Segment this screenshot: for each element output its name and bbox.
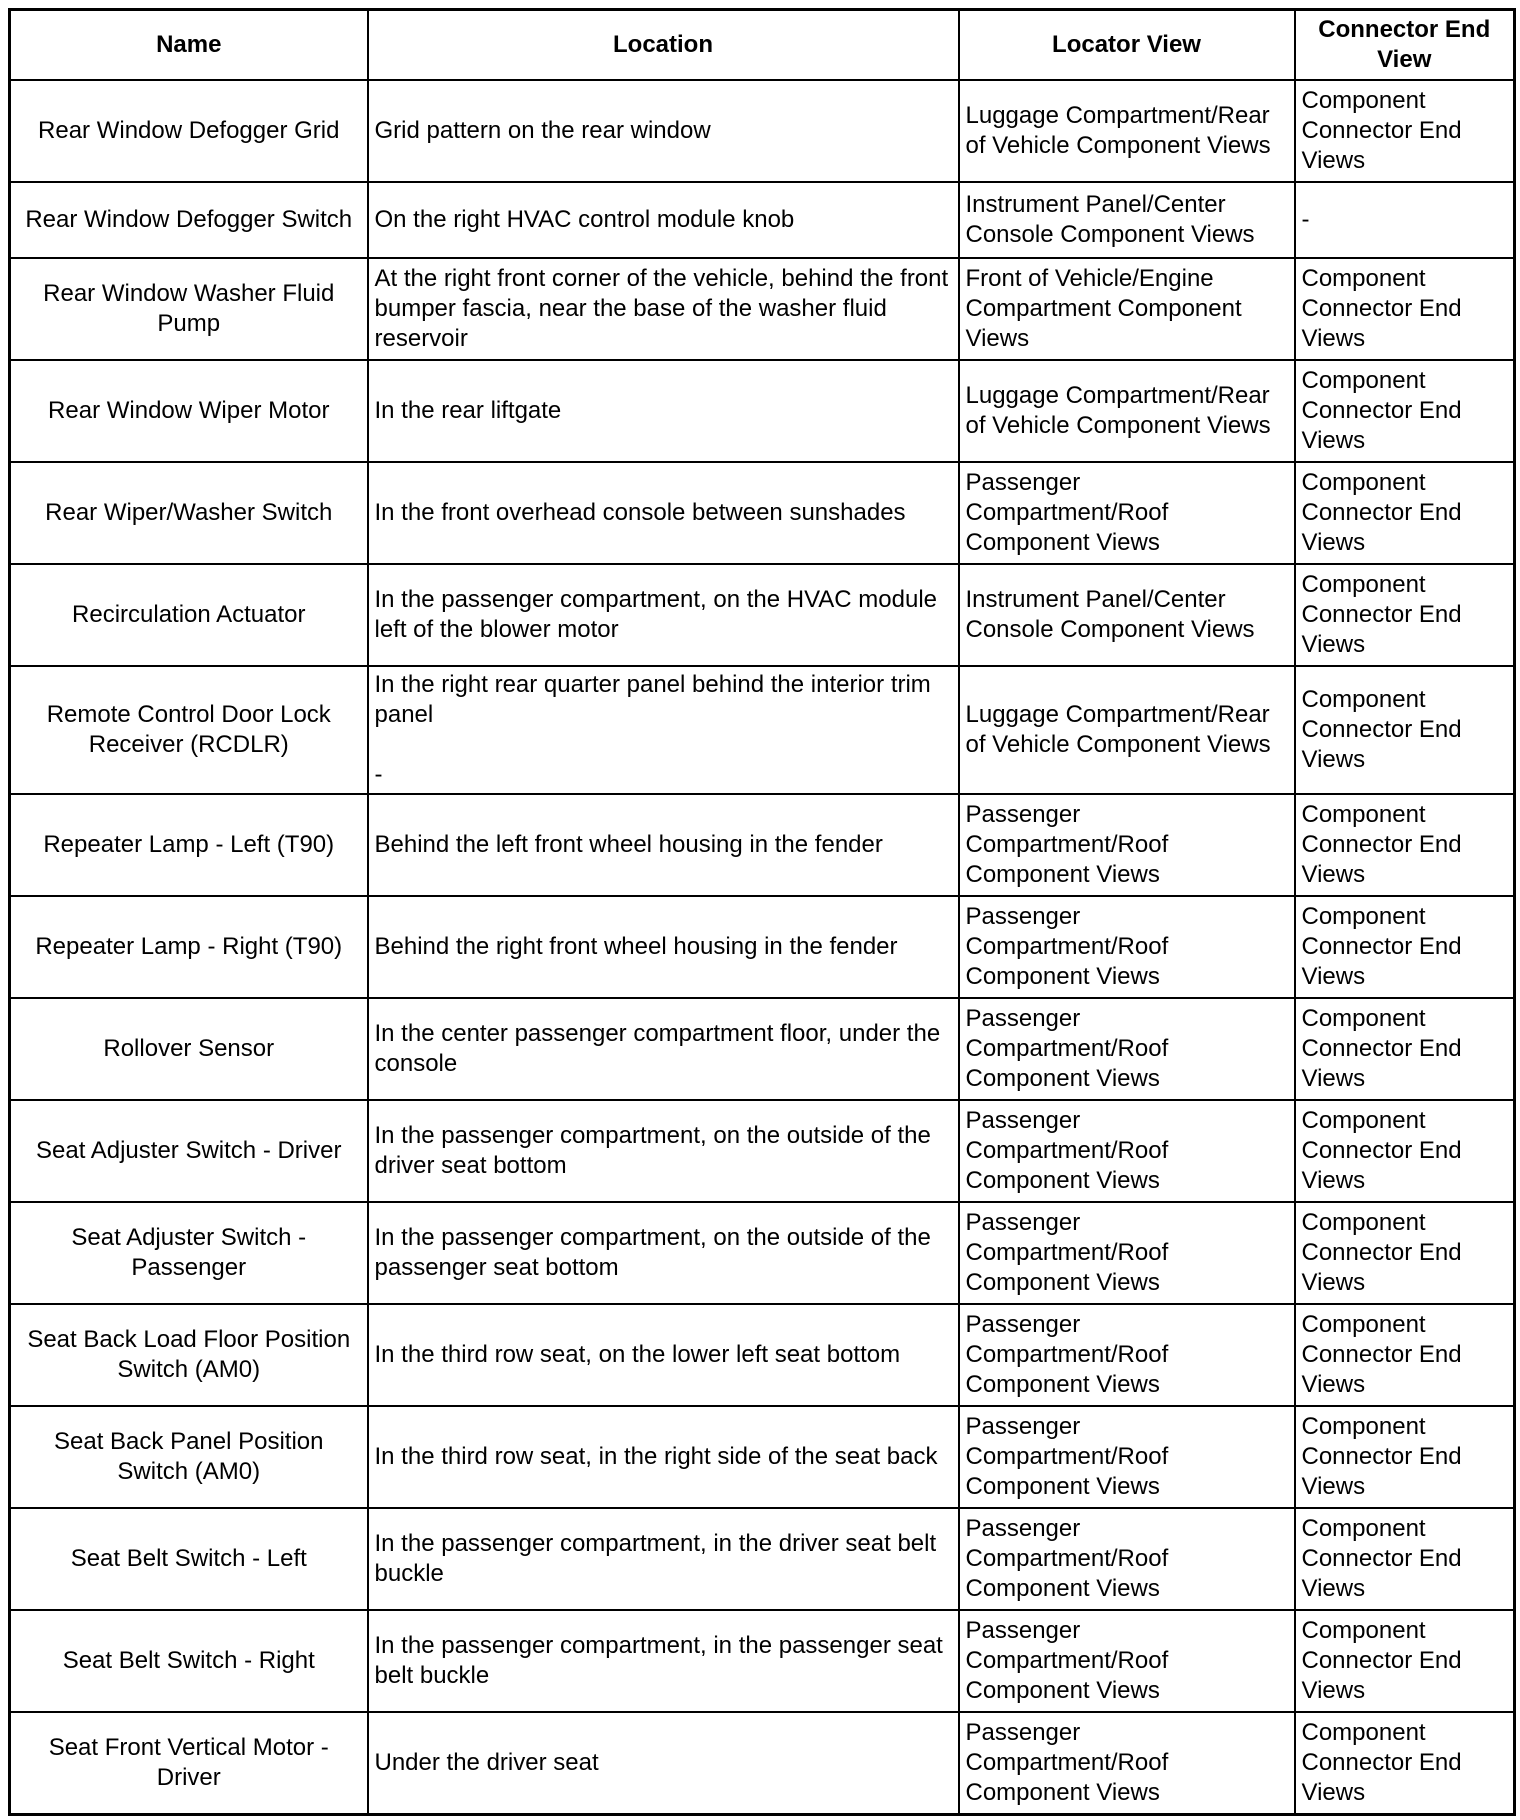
cell-location: In the passenger compartment, on the outside of the driver seat bottom	[368, 1100, 959, 1202]
table-row	[10, 998, 1515, 1100]
cell-name: Seat Back Load Floor Position Switch (AM0)	[10, 1304, 368, 1406]
cell-connector-end-view: Component Connector End Views	[1295, 258, 1515, 360]
cell-connector-end-view: Component Connector End Views	[1295, 462, 1515, 564]
cell-name: Repeater Lamp - Right (T90)	[10, 896, 368, 998]
table-row	[10, 564, 1515, 666]
cell-locator-view: Passenger Compartment/Roof Component Views	[959, 998, 1295, 1100]
table-row	[10, 1304, 1515, 1406]
cell-locator-view: Front of Vehicle/Engine Compartment Component Views	[959, 258, 1295, 360]
cell-locator-view: Passenger Compartment/Roof Component Views	[959, 462, 1295, 564]
cell-name: Rear Window Defogger Grid	[10, 80, 368, 182]
cell-location: In the center passenger compartment floor, under the console	[368, 998, 959, 1100]
header-row	[10, 10, 1515, 81]
table-body	[10, 80, 1515, 1814]
cell-connector-end-view: Component Connector End Views	[1295, 1100, 1515, 1202]
cell-location: In the rear liftgate	[368, 360, 959, 462]
cell-location: In the passenger compartment, in the passenger seat belt buckle	[368, 1610, 959, 1712]
cell-location: In the third row seat, on the lower left seat bottom	[368, 1304, 959, 1406]
cell-connector-end-view: Component Connector End Views	[1295, 998, 1515, 1100]
cell-location: Behind the left front wheel housing in the fender	[368, 794, 959, 896]
cell-name: Rear Window Washer Fluid Pump	[10, 258, 368, 360]
table-row	[10, 1100, 1515, 1202]
table-row	[10, 182, 1515, 258]
cell-connector-end-view: Component Connector End Views	[1295, 1304, 1515, 1406]
cell-locator-view: Passenger Compartment/Roof Component Views	[959, 1304, 1295, 1406]
cell-connector-end-view: Component Connector End Views	[1295, 1610, 1515, 1712]
cell-connector-end-view: Component Connector End Views	[1295, 564, 1515, 666]
cell-locator-view: Passenger Compartment/Roof Component Views	[959, 1508, 1295, 1610]
cell-locator-view: Passenger Compartment/Roof Component Views	[959, 896, 1295, 998]
cell-name: Rollover Sensor	[10, 998, 368, 1100]
cell-locator-view: Instrument Panel/Center Console Component Views	[959, 182, 1295, 258]
component-locator-table	[8, 8, 1516, 1816]
cell-connector-end-view: Component Connector End Views	[1295, 80, 1515, 182]
cell-locator-view: Luggage Compartment/Rear of Vehicle Component Views	[959, 80, 1295, 182]
cell-connector-end-view: Component Connector End Views	[1295, 896, 1515, 998]
table-row	[10, 794, 1515, 896]
table-row	[10, 1712, 1515, 1814]
cell-location: In the passenger compartment, in the driver seat belt buckle	[368, 1508, 959, 1610]
cell-connector-end-view: Component Connector End Views	[1295, 666, 1515, 794]
table-row	[10, 666, 1515, 794]
cell-locator-view: Luggage Compartment/Rear of Vehicle Component Views	[959, 666, 1295, 794]
cell-locator-view: Luggage Compartment/Rear of Vehicle Component Views	[959, 360, 1295, 462]
cell-name: Seat Adjuster Switch - Driver	[10, 1100, 368, 1202]
header-locator-view: Locator View	[959, 10, 1295, 81]
cell-connector-end-view: Component Connector End Views	[1295, 1712, 1515, 1814]
cell-name: Seat Back Panel Position Switch (AM0)	[10, 1406, 368, 1508]
cell-location: In the third row seat, in the right side of the seat back	[368, 1406, 959, 1508]
cell-name: Seat Belt Switch - Right	[10, 1610, 368, 1712]
cell-locator-view: Passenger Compartment/Roof Component Views	[959, 1202, 1295, 1304]
cell-connector-end-view: Component Connector End Views	[1295, 794, 1515, 896]
table-row	[10, 462, 1515, 564]
cell-location: Behind the right front wheel housing in the fender	[368, 896, 959, 998]
cell-locator-view: Passenger Compartment/Roof Component Views	[959, 794, 1295, 896]
table-row	[10, 1202, 1515, 1304]
cell-name: Rear Window Wiper Motor	[10, 360, 368, 462]
cell-name: Rear Window Defogger Switch	[10, 182, 368, 258]
cell-locator-view: Instrument Panel/Center Console Component Views	[959, 564, 1295, 666]
cell-connector-end-view: Component Connector End Views	[1295, 360, 1515, 462]
header-location: Location	[368, 10, 959, 81]
table-row	[10, 80, 1515, 182]
cell-connector-end-view: Component Connector End Views	[1295, 1202, 1515, 1304]
cell-location: Under the driver seat	[368, 1712, 959, 1814]
cell-location: In the passenger compartment, on the outside of the passenger seat bottom	[368, 1202, 959, 1304]
cell-locator-view: Passenger Compartment/Roof Component Views	[959, 1406, 1295, 1508]
cell-locator-view: Passenger Compartment/Roof Component Views	[959, 1100, 1295, 1202]
cell-name: Rear Wiper/Washer Switch	[10, 462, 368, 564]
cell-location: On the right HVAC control module knob	[368, 182, 959, 258]
table-row	[10, 896, 1515, 998]
cell-name: Seat Front Vertical Motor - Driver	[10, 1712, 368, 1814]
cell-location: At the right front corner of the vehicle, behind the front bumper fascia, near the base of the washer fluid reservoir	[368, 258, 959, 360]
cell-connector-end-view: Component Connector End Views	[1295, 1508, 1515, 1610]
table-row	[10, 360, 1515, 462]
cell-location: In the front overhead console between sunshades	[368, 462, 959, 564]
cell-name: Repeater Lamp - Left (T90)	[10, 794, 368, 896]
cell-location: In the passenger compartment, on the HVAC module left of the blower motor	[368, 564, 959, 666]
cell-locator-view: Passenger Compartment/Roof Component Views	[959, 1712, 1295, 1814]
cell-connector-end-view: Component Connector End Views	[1295, 1406, 1515, 1508]
cell-locator-view: Passenger Compartment/Roof Component Views	[959, 1610, 1295, 1712]
cell-connector-end-view: -	[1295, 182, 1515, 258]
header-connector-end-view: Connector End View	[1295, 10, 1515, 81]
header-name: Name	[10, 10, 368, 81]
cell-name: Remote Control Door Lock Receiver (RCDLR)	[10, 666, 368, 794]
cell-name: Recirculation Actuator	[10, 564, 368, 666]
table-header	[10, 10, 1515, 81]
table-row	[10, 258, 1515, 360]
table-row	[10, 1508, 1515, 1610]
cell-name: Seat Belt Switch - Left	[10, 1508, 368, 1610]
table-row	[10, 1406, 1515, 1508]
cell-location: In the right rear quarter panel behind the interior trim panel -	[368, 666, 959, 794]
cell-name: Seat Adjuster Switch - Passenger	[10, 1202, 368, 1304]
table-row	[10, 1610, 1515, 1712]
cell-location: Grid pattern on the rear window	[368, 80, 959, 182]
